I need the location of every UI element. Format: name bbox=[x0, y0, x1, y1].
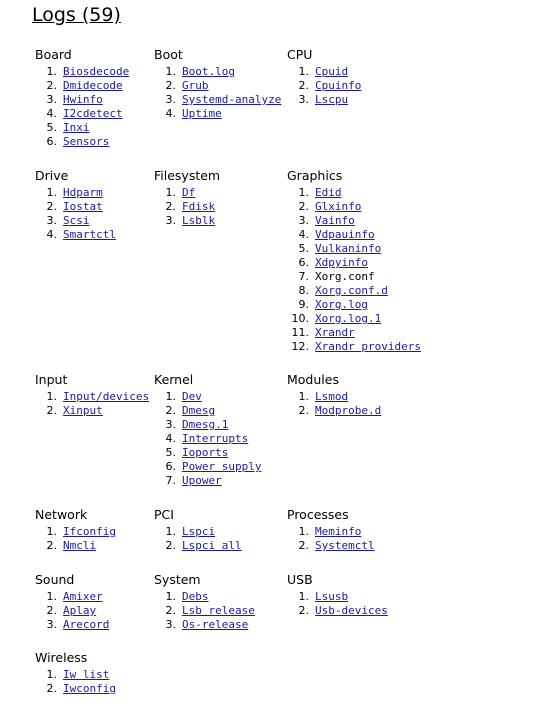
list-item bbox=[35, 186, 116, 200]
list-item bbox=[287, 604, 388, 618]
log-link[interactable]: Modprobe.d bbox=[315, 404, 382, 417]
list-item bbox=[35, 65, 129, 79]
list-number: 2. bbox=[298, 404, 309, 417]
list-number: 4. bbox=[165, 432, 176, 445]
section-heading-kernel: Kernel bbox=[154, 372, 194, 387]
list-item bbox=[154, 93, 281, 107]
group-board bbox=[35, 47, 129, 149]
list-number: 1. bbox=[165, 525, 176, 538]
list-item bbox=[287, 65, 361, 79]
list-number: 2. bbox=[298, 539, 309, 552]
list-number: 1. bbox=[298, 590, 309, 603]
list-number: 6. bbox=[298, 256, 309, 269]
list-item bbox=[35, 604, 109, 618]
log-list-usb bbox=[287, 590, 388, 618]
log-label: Xorg.conf bbox=[315, 270, 375, 283]
group-boot bbox=[154, 47, 281, 121]
log-link[interactable]: Hwinfo bbox=[63, 93, 103, 106]
list-number: 1. bbox=[46, 186, 57, 199]
list-number: 3. bbox=[165, 618, 176, 631]
list-item bbox=[35, 525, 116, 539]
group-input bbox=[35, 372, 149, 418]
log-link[interactable]: Ifconfig bbox=[63, 525, 116, 538]
list-number: 2. bbox=[165, 604, 176, 617]
log-list-sound bbox=[35, 590, 109, 632]
list-item bbox=[154, 418, 261, 432]
section-heading-drive: Drive bbox=[35, 168, 69, 183]
list-number: 1. bbox=[298, 186, 309, 199]
log-link[interactable]: Systemctl bbox=[315, 539, 375, 552]
list-item bbox=[154, 404, 261, 418]
list-number: 1. bbox=[165, 186, 176, 199]
list-item bbox=[35, 618, 109, 632]
list-item bbox=[154, 432, 261, 446]
list-item bbox=[287, 228, 421, 242]
group-pci bbox=[154, 507, 242, 553]
log-link[interactable]: Xrandr bbox=[315, 326, 355, 339]
list-item bbox=[287, 186, 421, 200]
list-item bbox=[287, 93, 361, 107]
log-link[interactable]: Xdpyinfo bbox=[315, 256, 368, 269]
log-link[interactable]: Dmesg bbox=[182, 404, 216, 417]
list-number: 6. bbox=[46, 135, 57, 148]
list-number: 10. bbox=[291, 312, 309, 325]
log-link[interactable]: Arecord bbox=[63, 618, 110, 631]
section-heading-processes: Processes bbox=[287, 507, 349, 522]
list-item bbox=[35, 93, 129, 107]
section-heading-cpu: CPU bbox=[287, 47, 313, 62]
log-link[interactable]: Smartctl bbox=[63, 228, 116, 241]
list-item bbox=[287, 312, 421, 326]
list-number: 3. bbox=[165, 418, 176, 431]
list-item bbox=[287, 284, 421, 298]
list-number: 2. bbox=[46, 404, 57, 417]
list-number: 1. bbox=[46, 65, 57, 78]
list-item bbox=[154, 604, 255, 618]
list-item bbox=[154, 539, 242, 553]
list-item bbox=[287, 539, 375, 553]
log-link[interactable]: Scsi bbox=[63, 214, 90, 227]
list-number: 3. bbox=[165, 214, 176, 227]
list-item bbox=[35, 121, 129, 135]
log-link[interactable]: Xorg.log.1 bbox=[315, 312, 382, 325]
group-cpu bbox=[287, 47, 361, 107]
list-item bbox=[154, 186, 220, 200]
group-drive bbox=[35, 168, 116, 242]
list-number: 3. bbox=[298, 93, 309, 106]
log-link[interactable]: Lsb release bbox=[182, 604, 255, 617]
section-heading-boot: Boot bbox=[154, 47, 183, 62]
list-item bbox=[35, 539, 116, 553]
list-number: 2. bbox=[298, 79, 309, 92]
log-link[interactable]: Upower bbox=[182, 474, 222, 487]
group-kernel bbox=[154, 372, 261, 488]
section-heading-wireless: Wireless bbox=[35, 650, 88, 665]
list-number: 1. bbox=[298, 65, 309, 78]
list-item bbox=[154, 200, 220, 214]
section-heading-network: Network bbox=[35, 507, 88, 522]
log-link[interactable]: Biosdecode bbox=[63, 65, 130, 78]
list-number: 1. bbox=[46, 590, 57, 603]
log-link[interactable]: Systemd-analyze bbox=[182, 93, 282, 106]
list-item bbox=[287, 214, 421, 228]
list-item bbox=[35, 390, 149, 404]
list-item bbox=[35, 79, 129, 93]
log-link[interactable]: Cpuid bbox=[315, 65, 349, 78]
log-link[interactable]: Vulkaninfo bbox=[315, 242, 382, 255]
list-item bbox=[35, 682, 116, 696]
list-number: 3. bbox=[46, 214, 57, 227]
log-list-board bbox=[35, 65, 129, 149]
group-system bbox=[154, 572, 255, 632]
list-item bbox=[154, 525, 242, 539]
list-number: 1. bbox=[165, 65, 176, 78]
list-item bbox=[35, 404, 149, 418]
list-number: 3. bbox=[298, 214, 309, 227]
list-item bbox=[154, 390, 261, 404]
list-number: 5. bbox=[298, 242, 309, 255]
list-item bbox=[287, 200, 421, 214]
section-heading-graphics: Graphics bbox=[287, 168, 343, 183]
section-heading-input: Input bbox=[35, 372, 68, 387]
log-link[interactable]: Dmidecode bbox=[63, 79, 123, 92]
list-item bbox=[154, 446, 261, 460]
list-number: 2. bbox=[298, 200, 309, 213]
list-number: 6. bbox=[165, 460, 176, 473]
log-link[interactable]: Xrandr providers bbox=[315, 340, 421, 353]
list-item bbox=[287, 270, 421, 284]
list-number: 7. bbox=[298, 270, 309, 283]
log-link[interactable]: Iostat bbox=[63, 200, 103, 213]
log-list-system bbox=[154, 590, 255, 632]
list-number: 1. bbox=[298, 390, 309, 403]
list-item bbox=[35, 200, 116, 214]
group-wireless bbox=[35, 650, 116, 696]
log-link[interactable]: Uptime bbox=[182, 107, 222, 120]
log-link[interactable]: Df bbox=[182, 186, 196, 199]
list-number: 3. bbox=[165, 93, 176, 106]
list-number: 4. bbox=[298, 228, 309, 241]
list-item bbox=[154, 590, 255, 604]
section-heading-modules: Modules bbox=[287, 372, 339, 387]
group-network bbox=[35, 507, 116, 553]
list-number: 2. bbox=[298, 604, 309, 617]
log-link[interactable]: Grub bbox=[182, 79, 209, 92]
list-item bbox=[154, 107, 281, 121]
log-link[interactable]: Sensors bbox=[63, 135, 110, 148]
list-number: 2. bbox=[46, 79, 57, 92]
log-link[interactable]: Iwconfig bbox=[63, 682, 116, 695]
log-list-filesystem bbox=[154, 186, 220, 228]
log-link[interactable]: Nmcli bbox=[63, 539, 97, 552]
list-item bbox=[35, 135, 129, 149]
log-link[interactable]: Fdisk bbox=[182, 200, 216, 213]
log-link[interactable]: Dmesg.1 bbox=[182, 418, 229, 431]
list-number: 4. bbox=[46, 107, 57, 120]
list-number: 1. bbox=[46, 390, 57, 403]
section-heading-usb: USB bbox=[287, 572, 313, 587]
log-link[interactable]: Edid bbox=[315, 186, 342, 199]
list-number: 4. bbox=[165, 107, 176, 120]
list-number: 11. bbox=[291, 326, 309, 339]
list-item bbox=[154, 460, 261, 474]
list-item bbox=[35, 590, 109, 604]
list-item bbox=[35, 107, 129, 121]
log-list-input bbox=[35, 390, 149, 418]
list-item bbox=[287, 404, 381, 418]
list-number: 2. bbox=[165, 404, 176, 417]
list-number: 8. bbox=[298, 284, 309, 297]
list-item bbox=[35, 214, 116, 228]
log-list-graphics bbox=[287, 186, 421, 354]
list-item bbox=[287, 79, 361, 93]
log-link[interactable]: Os-release bbox=[182, 618, 249, 631]
list-number: 2. bbox=[165, 539, 176, 552]
log-link[interactable]: Usb-devices bbox=[315, 604, 388, 617]
list-item bbox=[154, 474, 261, 488]
section-heading-pci: PCI bbox=[154, 507, 174, 522]
list-item bbox=[287, 326, 421, 340]
list-number: 2. bbox=[165, 79, 176, 92]
log-link[interactable]: Lscpu bbox=[315, 93, 349, 106]
group-graphics bbox=[287, 168, 421, 354]
log-link[interactable]: Lspci all bbox=[182, 539, 242, 552]
log-link[interactable]: Lsblk bbox=[182, 214, 216, 227]
log-list-drive bbox=[35, 186, 116, 242]
log-list-cpu bbox=[287, 65, 361, 107]
list-number: 7. bbox=[165, 474, 176, 487]
log-list-processes bbox=[287, 525, 375, 553]
log-list-modules bbox=[287, 390, 381, 418]
list-number: 1. bbox=[298, 525, 309, 538]
list-item bbox=[154, 214, 220, 228]
log-link[interactable]: Dev bbox=[182, 390, 202, 403]
log-link[interactable]: Interrupts bbox=[182, 432, 249, 445]
list-number: 1. bbox=[165, 590, 176, 603]
log-list-kernel bbox=[154, 390, 261, 488]
log-list-wireless bbox=[35, 668, 116, 696]
log-link[interactable]: Debs bbox=[182, 590, 209, 603]
list-number: 2. bbox=[46, 539, 57, 552]
list-number: 12. bbox=[291, 340, 309, 353]
section-heading-filesystem: Filesystem bbox=[154, 168, 221, 183]
list-number: 2. bbox=[46, 200, 57, 213]
list-item bbox=[35, 668, 116, 682]
log-link[interactable]: Lsusb bbox=[315, 590, 349, 603]
log-link[interactable]: Meminfo bbox=[315, 525, 362, 538]
list-item bbox=[287, 340, 421, 354]
list-item bbox=[287, 525, 375, 539]
group-usb bbox=[287, 572, 388, 618]
group-processes bbox=[287, 507, 375, 553]
list-item bbox=[287, 256, 421, 270]
log-link[interactable]: Ioports bbox=[182, 446, 229, 459]
log-link[interactable]: Boot.log bbox=[182, 65, 235, 78]
log-link[interactable]: Xorg.conf.d bbox=[315, 284, 388, 297]
list-item bbox=[287, 242, 421, 256]
log-link[interactable]: Hdparm bbox=[63, 186, 103, 199]
log-link[interactable]: Xinput bbox=[63, 404, 103, 417]
list-number: 2. bbox=[46, 682, 57, 695]
log-link[interactable]: Aplay bbox=[63, 604, 97, 617]
list-number: 9. bbox=[298, 298, 309, 311]
log-link[interactable]: I2cdetect bbox=[63, 107, 123, 120]
list-number: 5. bbox=[46, 121, 57, 134]
list-item bbox=[154, 618, 255, 632]
log-link[interactable]: Vainfo bbox=[315, 214, 355, 227]
list-item bbox=[287, 390, 381, 404]
list-number: 1. bbox=[46, 668, 57, 681]
list-number: 2. bbox=[165, 200, 176, 213]
log-link[interactable]: Inxi bbox=[63, 121, 90, 134]
list-number: 3. bbox=[46, 93, 57, 106]
log-list-boot bbox=[154, 65, 281, 121]
log-link[interactable]: Lsmod bbox=[315, 390, 349, 403]
list-item bbox=[287, 298, 421, 312]
list-number: 4. bbox=[46, 228, 57, 241]
log-link[interactable]: Xorg.log bbox=[315, 298, 368, 311]
log-link[interactable]: Cpuinfo bbox=[315, 79, 362, 92]
log-list-pci bbox=[154, 525, 242, 553]
section-heading-board: Board bbox=[35, 47, 72, 62]
group-modules bbox=[287, 372, 381, 418]
log-list-network bbox=[35, 525, 116, 553]
list-item bbox=[154, 65, 281, 79]
list-number: 1. bbox=[165, 390, 176, 403]
list-number: 1. bbox=[46, 525, 57, 538]
log-link[interactable]: Vdpauinfo bbox=[315, 228, 375, 241]
group-sound bbox=[35, 572, 109, 632]
log-link[interactable]: Glxinfo bbox=[315, 200, 362, 213]
section-heading-system: System bbox=[154, 572, 201, 587]
log-link[interactable]: Iw list bbox=[63, 668, 110, 681]
log-link[interactable]: Power supply bbox=[182, 460, 262, 473]
list-number: 2. bbox=[46, 604, 57, 617]
list-item bbox=[35, 228, 116, 242]
list-number: 3. bbox=[46, 618, 57, 631]
list-item bbox=[287, 590, 388, 604]
log-link[interactable]: Input/devices bbox=[63, 390, 150, 403]
group-filesystem bbox=[154, 168, 220, 228]
log-link[interactable]: Lspci bbox=[182, 525, 216, 538]
log-link[interactable]: Amixer bbox=[63, 590, 103, 603]
list-item bbox=[154, 79, 281, 93]
section-heading-sound: Sound bbox=[35, 572, 75, 587]
page-title: Logs (59) bbox=[32, 4, 121, 26]
list-number: 5. bbox=[165, 446, 176, 459]
